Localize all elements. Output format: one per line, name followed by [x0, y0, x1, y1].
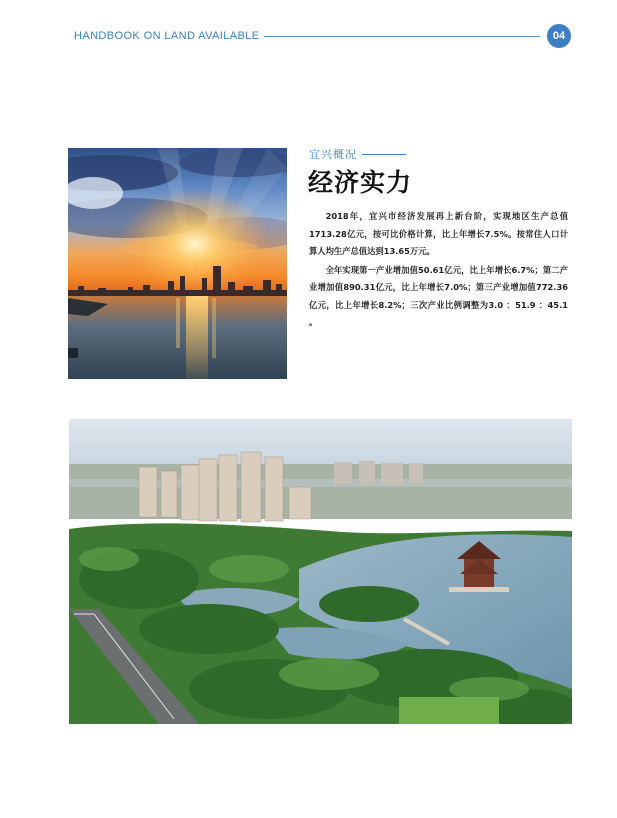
park-aerial-photo — [69, 419, 572, 724]
body-paragraph-2: 全年实现第一产业增加值50.61亿元，比上年增长6.7%；第二产业增加值890.31亿元，比上年增长7.0%；第三产业增加值772.36亿元，比上年增长8.2%；三次产业比例调整为3.0 ：51.9 ：45.1 。 — [309, 264, 568, 327]
section-label-rule — [362, 154, 406, 155]
header-title: HANDBOOK ON LAND AVAILABLE — [74, 30, 260, 42]
body-text — [309, 208, 568, 333]
body-paragraph-1: 2018年，宜兴市经济发展再上新台阶，实现地区生产总值1713.28亿元，按可比价格计算，比上年增长7.5%。按常住人口计算人均生产总值达到13.65万元。 — [309, 211, 568, 256]
section-label — [309, 146, 406, 162]
sunset-skyline-photo — [68, 148, 287, 379]
page-number-badge: 04 — [547, 24, 571, 48]
section-title: 经济实力 — [308, 168, 413, 197]
header-rule — [264, 36, 540, 37]
section-label-text: 宜兴概况 — [309, 148, 357, 161]
